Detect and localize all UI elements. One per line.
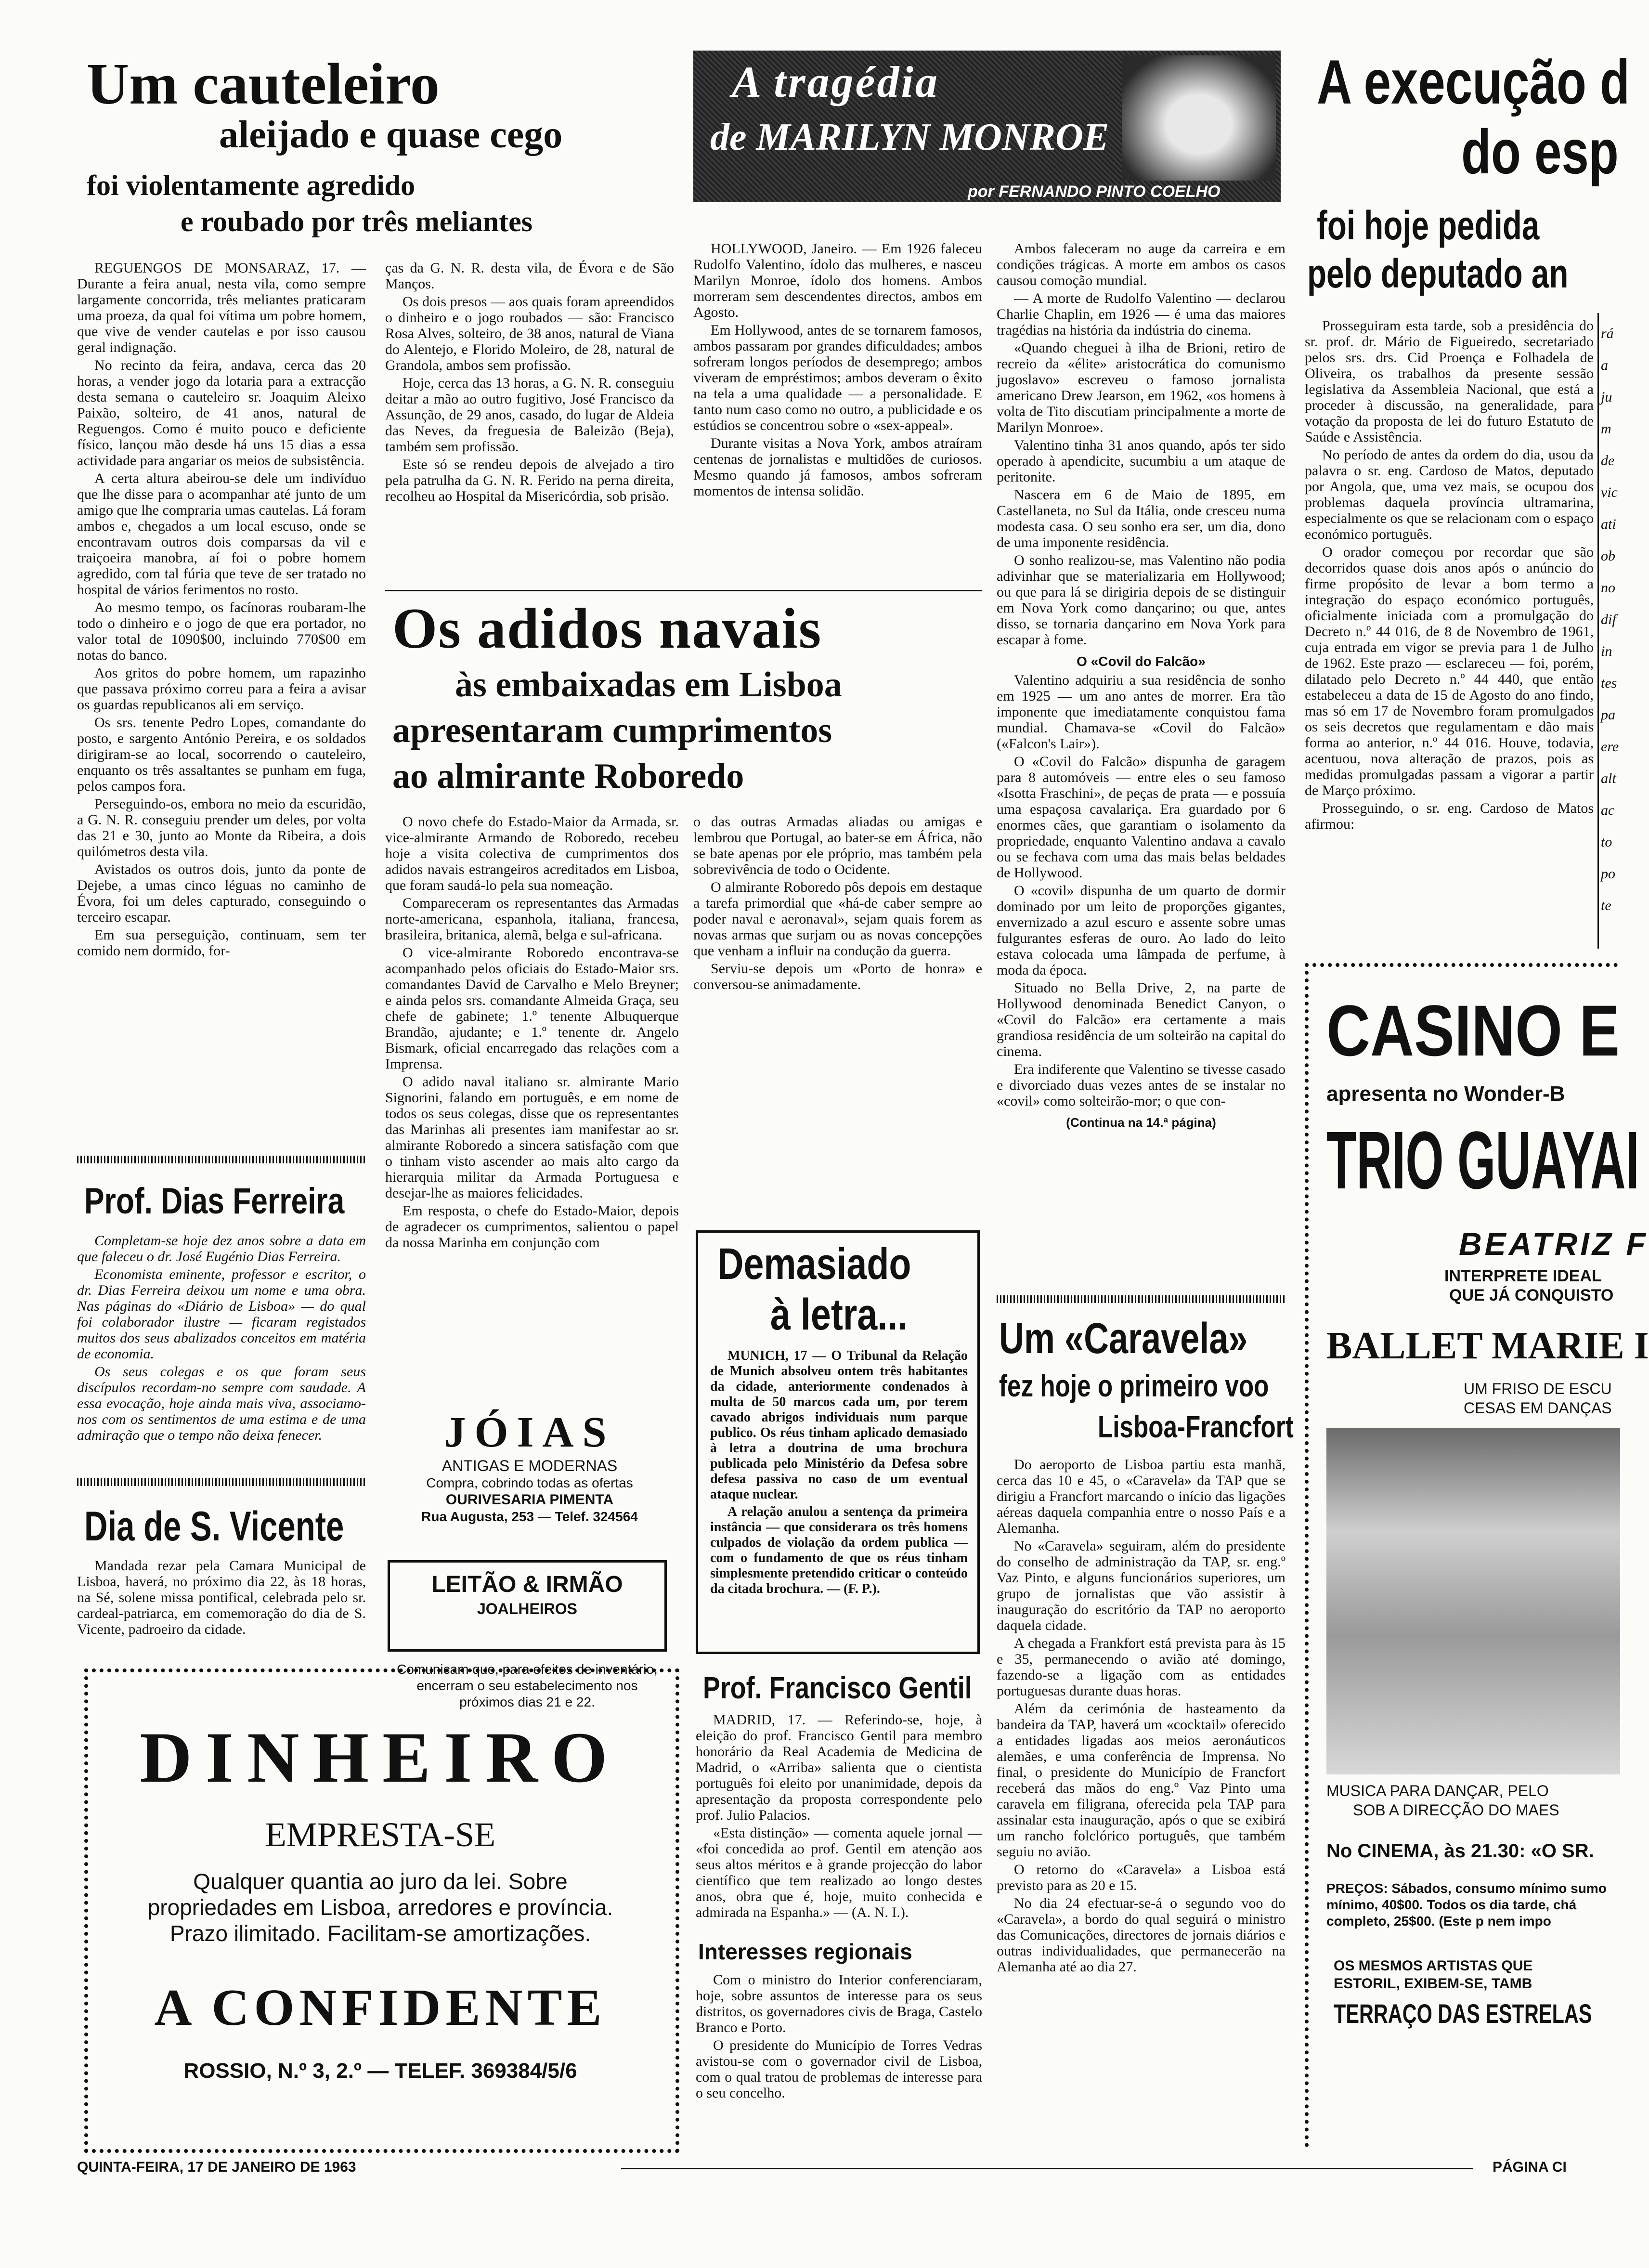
article-paragraph: Completam-se hoje dez anos sobre a data em que faleceu o dr. José Eugénio Dias Ferreira. — [77, 1233, 366, 1264]
dinheiro-title: DINHEIRO — [140, 1718, 621, 1798]
joias-line: ANTIGAS E MODERNAS — [441, 1457, 618, 1474]
article-paragraph: Os seus colegas e os que foram seus discípulos recordam-no sempre com saudade. A essa evocação, hoje ainda mais viva, associamo-nos com os sentimentos de uma estima e de uma admiração que o tempo não deixa fenecer. — [77, 1364, 366, 1443]
casino-cinema: No CINEMA, às 21.30: «O SR. — [1326, 1840, 1594, 1862]
article-paragraph: Em sua perseguição, continuam, sem ter comido nem dormido, for- — [77, 927, 366, 959]
edge-word: rá — [1601, 326, 1614, 341]
gentil-title: Prof. Francisco Gentil — [703, 1670, 972, 1705]
caravela-headline-3: Lisboa-Francfort — [1098, 1409, 1294, 1444]
article-paragraph: Perseguindo-os, embora no meio da escuridão, a G. N. R. conseguiu prender um deles, por volta das 21 e 30, junto ao Monte da Ribeira, a dois quilómetros desta vila. — [77, 796, 366, 860]
casino-line: CESAS EM DANÇAS — [1464, 1399, 1612, 1417]
article-paragraph: o das outras Armadas aliadas ou amigas e lembrou que Portugal, ao bater-se em África, não se bate apenas por ele próprio, mas também pela sobrevivência de todo o Ocidente. — [693, 814, 982, 877]
article-paragraph: Além da cerimónia de hasteamento da bandeira da TAP, haverá um «cocktail» oferecido a entidades ligadas aos meios aeronáuticos alemães, e uma conferência de Imprensa. No final, o presidente do Município de Francfort receberá das mãos do eng.º Vaz Pinto uma caravela em filigrana, oferecida pela TAP para assinalar esta inauguração, após o que se exibirá um rancho folclórico português, que também seguiu no avião. — [997, 1701, 1285, 1860]
article-paragraph: Avistados os outros dois, junto da ponte de Dejebe, a umas cinco léguas no caminho de Évora, foi um deles capturado, conseguindo o terceiro escapar. — [77, 861, 366, 925]
article-paragraph: Os srs. tenente Pedro Lopes, comandante do posto, e sargento António Pereira, e os soldados dirigiram-se ao local, socorrendo o cauteleiro, enquanto os três assaltantes se punham em fuga, pelos campos fora. — [77, 715, 366, 794]
article-paragraph: No período de antes da ordem do dia, usou da palavra o sr. eng. Cardoso de Matos, deputado por Angola, que, uma vez mais, se ocupou dos problemas daquela província ultramarina, especialmente os que se relacionam com o espaço económico português. — [1305, 447, 1594, 542]
casino-title: CASINO E — [1326, 990, 1620, 1071]
article-paragraph: Situado no Bella Drive, 2, na parte de Hollywood denominada Benedict Canyon, o «Covil do Falcão» era certamente a mais grandiosa residência de um solteirão na capital do cinema. — [997, 980, 1285, 1059]
footer-date: QUINTA-FEIRA, 17 DE JANEIRO DE 1963 — [77, 2159, 356, 2175]
casino-ballet: BALLET MARIE I — [1326, 1325, 1649, 1367]
edge-word: ju — [1601, 389, 1612, 405]
article-paragraph: O sonho realizou-se, mas Valentino não podia adivinhar que se materializaria em Hollywood; ou que para lá se dirigiria depois de se distinguir em Nova York como dançarino; ou que, antes disso, se tornaria dançarino em Nova York para escapar à fome. — [997, 552, 1285, 648]
marilyn-column-2 — [997, 241, 1285, 1134]
casino-line: UM FRISO DE ESCU — [1464, 1380, 1612, 1397]
article-paragraph: Serviu-se depois um «Porto de honra» e conversou-se animadamente. — [693, 961, 982, 992]
casino-line: SOB A DIRECÇÃO DO MAES — [1353, 1801, 1559, 1819]
demasiado-title-2: à letra... — [770, 1290, 908, 1339]
dinheiro-address: ROSSIO, N.º 3, 2.º — TELEF. 369384/5/6 — [183, 2059, 577, 2083]
article-paragraph: O vice-almirante Roboredo encontrava-se acompanhado pelos oficiais do Estado-Maior srs. comandantes David de Carvalho e Melo Breyner; e ainda pelos srs. comandante Almeida Graça, seu chefe de gabinete; 1.º tenente Albuquerque Brandão, ajudante; e 1.º tenente dr. Angelo Bismark, oficial encarregado das relações com a Imprensa. — [385, 945, 679, 1072]
article-paragraph: Em resposta, o chefe do Estado-Maior, depois de agradecer os cumprimentos, salientou o papel da nossa Marinha em conjunção com — [385, 1203, 679, 1251]
casino-line: ESTORIL, EXIBEM-SE, TAMB — [1334, 1976, 1532, 1992]
casino-artist: BEATRIZ F — [1459, 1226, 1649, 1262]
caravela-text — [997, 1457, 1285, 1977]
article-paragraph: Do aeroporto de Lisboa partiu esta manhã, cerca das 10 e 45, o «Caravela» da TAP que se dirigiu a Francfort marcando o início das ligações aéreas daquela companhia entre o nosso País e a Alemanha. — [997, 1457, 1285, 1536]
adidos-column-2 — [693, 814, 982, 994]
marilyn-portrait — [1122, 55, 1276, 181]
article-paragraph: Com o ministro do Interior conferenciaram, hoje, sobre assuntos de interesse para os seus distritos, os governadores civis de Braga, Castelo Branco e Porto. — [696, 1972, 982, 2035]
article-paragraph: No dia 24 efectuar-se-á o segundo voo do «Caravela», a bordo do qual seguirá o ministro das Comunicações, directores de jornais diários e outras individualidades, que permanecerão na Alemanha até ao dia 27. — [997, 1895, 1285, 1975]
article-paragraph: A relação anulou a sentença da primeira instância — que considerara os três homens culpados de violação da ordem publica — com o fundamento de que os réus tinham simplesmente pretendido criticar o conteúdo da citada brochura. — (F. P.). — [710, 1504, 968, 1596]
casino-precos: PREÇOS: Sábados, consumo mínimo sumo mínimo, 40$00. Todos os dia tarde, chá completo, 25$00. (Este p nem impo — [1326, 1881, 1607, 1929]
edge-word: tes — [1601, 675, 1617, 691]
cauteleiro-headline-4: e roubado por três meliantes — [181, 206, 533, 237]
edge-word: po — [1601, 866, 1615, 882]
gentil-text — [696, 1712, 982, 1922]
article-paragraph: ças da G. N. R. desta vila, de Évora e de São Manços. — [385, 260, 674, 292]
article-paragraph: A certa altura abeirou-se dele um indivíduo que lhe disse para o acompanhar até junto de um amigo que lhe compraria umas cautelas. Lá foram ambos e, chegados a um local escuso, onde se encontravam outros dois comparsas da vil e traiçoeira manobra, aí foi o pobre homem agredido, com tal fúria que teve de ser tratado no hospital de vários ferimentos no rosto. — [77, 470, 366, 598]
article-paragraph: O adido naval italiano sr. almirante Mario Signorini, falando em português, e em nome de todos os seus colegas, disse que os representantes das Marinhas ali presentes iam manifestar ao sr. almirante Roboredo a sincera satisfação com que o tinham visto ascender ao mais alto cargo da hierarquia militar da Armada Portuguesa e desejar-lhe as maiores felicidades. — [385, 1074, 679, 1201]
edge-word: m — [1601, 421, 1611, 437]
article-paragraph: O «Covil do Falcão» dispunha de garagem para 8 automóveis — entre eles o seu famoso «Isotta Fraschini», de peças de prata — e possuía uma espaçosa cavalariça. Era guardado por 6 enormes cães, que garantiam o isolamento da propriedade, enquanto Valentino andava a cavalo ou se fechava com uma das mais belas beldades de Hollywood. — [997, 754, 1285, 881]
edge-word: pa — [1601, 707, 1615, 723]
marilyn-column-1 — [693, 241, 982, 501]
edge-word: vic — [1601, 484, 1618, 500]
execucao-headline-1: A execução d — [1317, 47, 1630, 117]
continua-note: (Continua na 14.ª página) — [1066, 1115, 1216, 1130]
execucao-text — [1305, 318, 1594, 834]
article-paragraph: O presidente do Município de Torres Vedras avistou-se com o governador civil de Lisboa, com o qual tratou de problemas de interesse para o seu concelho. — [696, 2037, 982, 2101]
article-paragraph: O retorno do «Caravela» a Lisboa está previsto para as 20 e 15. — [997, 1862, 1285, 1893]
divider — [1597, 313, 1599, 949]
edge-word: no — [1601, 580, 1615, 596]
edge-word: ere — [1601, 739, 1619, 755]
article-paragraph: HOLLYWOOD, Janeiro. — Em 1926 faleceu Rudolfo Valentino, ídolo das mulheres, e nasceu Marilyn Monroe, ídolo dos homens. Ambos morreram sem descendentes directos, ambos em Agosto. — [693, 241, 982, 320]
article-paragraph: «Esta distinção» — comenta aquele jornal — «foi concedida ao prof. Gentil em atenção aos seus altos méritos e à grande projecção do labor científico que tem realizado ao longo destes anos, obra que é, hoje, muito conhecida e admirada na Espanha.» — (A. N. I.). — [696, 1825, 982, 1920]
casino-line: QUE JÁ CONQUISTO — [1449, 1286, 1614, 1304]
article-paragraph: Valentino tinha 31 anos quando, após ter sido operado à apendicite, sucumbiu a um ataque de peritonite. — [997, 437, 1285, 485]
casino-ad — [1305, 963, 1649, 2148]
casino-photo — [1326, 1428, 1620, 1774]
article-paragraph: No «Caravela» seguiram, além do presidente do conselho de administração da TAP, sr. eng.º Vaz Pinto, e alguns funcionários superiores, um grupo de jornalistas que vão assistir à inauguração do escritório da TAP no aeroporto daquela cidade. — [997, 1538, 1285, 1633]
edge-word: to — [1601, 834, 1612, 850]
edge-word: in — [1601, 643, 1612, 659]
demasiado-text — [710, 1348, 968, 1599]
joias-address: Rua Augusta, 253 — Telef. 324564 — [421, 1509, 638, 1524]
execucao-edge-column — [1601, 318, 1618, 922]
article-paragraph: Nascera em 6 de Maio de 1895, em Castellaneta, no Sul da Itália, onde cresceu numa modesta casa. O seu sonho era ser, um dia, dono de uma imponente residência. — [997, 487, 1285, 550]
interesses-text — [696, 1972, 982, 2103]
dias-ferreira-title: Prof. Dias Ferreira — [84, 1181, 345, 1222]
edge-word: ac — [1601, 802, 1615, 818]
leitao-title: LEITÃO & IRMÃO — [431, 1572, 623, 1597]
interesses-title: Interesses regionais — [698, 1939, 912, 1964]
article-paragraph: MUNICH, 17 — O Tribunal da Relação de Munich absolveu ontem três habitantes da cidade, anteriormente condenados à multa de 50 marcos cada um, por terem cavado abrigos individuais num parque publico. Os réus tinham aplicado demasiado à letra a doutrina de uma brochura publicada pelo Ministério da Defesa sobre defesa passiva no caso de um eventual ataque nuclear. — [710, 1348, 968, 1502]
execucao-headline-3: foi hoje pedida — [1317, 203, 1540, 248]
joias-title: JÓIAS — [444, 1408, 615, 1456]
article-paragraph: Durante visitas a Nova York, ambos atraíram centenas de jornalistas e multidões de curiosos. Mesmo quando já famosos, ambos sofreram momentos de intensa solidão. — [693, 435, 982, 499]
casino-line: MUSICA PARA DANÇAR, PELO — [1326, 1782, 1549, 1799]
article-paragraph: No recinto da feira, andava, cerca das 20 horas, a vender jogo da lotaria para a extracção desta semana o cauteleiro sr. Joaquim Aleixo Paixão, solteiro, de 41 anos, natural de Reguengos. Como é muito pouco e deficiente físico, lançou mão desde há uns 15 dias a essa actividade para angariar os meios de subsistência. — [77, 357, 366, 469]
article-paragraph: Prosseguindo, o sr. eng. Cardoso de Matos afirmou: — [1305, 800, 1594, 832]
divider — [77, 1156, 366, 1163]
joias-line: Compra, cobrindo todas as ofertas — [426, 1475, 633, 1490]
article-paragraph: Era indiferente que Valentino se tivesse casado e divorciado duas vezes antes de se instalar no «covil» como solteirão-mor; o que con- — [997, 1061, 1285, 1109]
caravela-headline-1: Um «Caravela» — [999, 1315, 1248, 1363]
cauteleiro-headline-2: aleijado e quase cego — [219, 114, 563, 156]
article-paragraph: REGUENGOS DE MONSARAZ, 17. — Durante a feira anual, nesta vila, como sempre largamente concorrida, três meliantes praticaram uma proeza, da qual foi vítima um pobre homem, que vive de vender cautelas e por isso causou geral indignação. — [77, 260, 366, 355]
article-paragraph: O «covil» dispunha de um quarto de dormir dominado por um leito de proporções gigantes, envernizado a azul escuro e assente sobre umas fulgurantes esferas de ouro. Ao lado do leito estava colocada uma lâmpada de perfume, à moda da época. — [997, 883, 1285, 978]
adidos-headline-2: às embaixadas em Lisboa — [455, 665, 842, 704]
adidos-headline-3: apresentaram cumprimentos — [392, 711, 832, 750]
adidos-headline-1: Os adidos navais — [392, 596, 822, 660]
demasiado-title-1: Demasiado — [717, 1239, 911, 1289]
article-paragraph: MADRID, 17. — Referindo-se, hoje, à eleição do prof. Francisco Gentil para membro honorário da Real Academia de Medicina de Madrid, o «Arriba» salienta que o cientista português foi eleito por unanimidade, depois da apresentação da proposta correspondente pelo prof. Julio Palacios. — [696, 1712, 982, 1823]
article-paragraph: Economista eminente, professor e escritor, o dr. Dias Ferreira deixou um nome e uma obra. Nas páginas do «Diário de Lisboa» — do qual foi colaborador ilustre — ficaram registados muitos dos seus abalizados conceitos em matéria de economia. — [77, 1266, 366, 1362]
joias-shop: OURIVESARIA PIMENTA — [445, 1492, 614, 1508]
leitao-ad — [388, 1560, 667, 1652]
cauteleiro-column-2 — [385, 260, 674, 506]
article-paragraph: Os dois presos — aos quais foram apreendidos o dinheiro e o jogo roubados — são: Francisco Rosa Alves, solteiro, de 38 anos, natural de Viana do Alentejo, e Florido Moleiro, de 28, natural de Grandola, ambos sem profissão. — [385, 294, 674, 373]
cauteleiro-headline-3: foi violentamente agredido — [87, 169, 415, 201]
execucao-headline-2: do esp — [1461, 117, 1619, 187]
adidos-headline-4: ao almirante Roboredo — [392, 756, 744, 796]
execucao-headline-4: pelo deputado an — [1307, 251, 1569, 296]
edge-word: ati — [1601, 516, 1616, 532]
dias-ferreira-text — [77, 1233, 366, 1445]
covil-subheading: O «Covil do Falcão» — [1077, 654, 1206, 669]
edge-word: a — [1601, 357, 1608, 373]
dinheiro-text: Qualquer quantia ao juro da lei. Sobre propriedades em Lisboa, arredores e província. Prazo ilimitado. Facilitam-se amortizações. — [147, 1869, 613, 1946]
dinheiro-subtitle: EMPRESTA-SE — [265, 1815, 496, 1854]
article-paragraph: Mandada rezar pela Camara Municipal de Lisboa, haverá, no próximo dia 22, às 18 horas, na Sé, solene missa pontifical, celebrada pelo sr. cardeal-patriarca, em comemoração do dia de S. Vicente, padroeiro da cidade. — [77, 1558, 366, 1637]
marilyn-byline: por FERNANDO PINTO COELHO — [968, 182, 1221, 201]
article-paragraph: Prosseguiram esta tarde, sob a presidência do sr. prof. dr. Mário de Figueiredo, secretariado pelos srs. drs. Cid Proença e Folhadela de Oliveira, os trabalhos da presente sessão legislativa da Assembleia Nacional, que está a proceder à discussão, na generalidade, para votação da proposta de lei do futuro Estatuto de Saúde e Assistência. — [1305, 318, 1594, 445]
divider — [77, 1478, 366, 1486]
cauteleiro-headline-1: Um cauteleiro — [87, 52, 440, 117]
casino-line: OS MESMOS ARTISTAS QUE — [1334, 1958, 1533, 1974]
edge-word: alt — [1601, 770, 1616, 786]
casino-line: INTERPRETE IDEAL — [1444, 1267, 1602, 1285]
divider — [385, 590, 982, 591]
marilyn-banner-title-2: de MARILYN MONROE — [710, 116, 1109, 158]
edge-word: te — [1601, 898, 1611, 913]
article-paragraph: Hoje, cerca das 13 horas, a G. N. R. conseguiu deitar a mão ao outro fugitivo, José Francisco da Assunção, de 29 anos, casado, do lugar de Aldeia das Neves, da freguesia de Baleizão (Beja), também sem profissão. — [385, 375, 674, 455]
divider — [997, 1295, 1285, 1303]
article-paragraph: «Quando cheguei à ilha de Brioni, retiro de recreio da «élite» aristocrática do comunismo jugoslavo» escreveu o famoso jornalista americano Drew Jearson, em 1962, «os homens à volta de Tito discutiam principalmente a morte de Marilyn Monroe». — [997, 340, 1285, 435]
article-paragraph: O almirante Roboredo pôs depois em destaque a tarefa primordial que «há-de caber sempre ao poder naval e aeronaval», sejam quais forem as novas armas que surjam ou as novas concepções que venham a influir na condução da guerra. — [693, 879, 982, 959]
footer-rule — [621, 2168, 1473, 2169]
marilyn-banner-title-1: A tragédia — [732, 57, 940, 106]
casino-act: TRIO GUAYAI — [1326, 1115, 1639, 1206]
article-paragraph: — A morte de Rudolfo Valentino — declarou Charlie Chaplin, em 1926 — é uma das maiores tragédias na história da indústria do cinema. — [997, 290, 1285, 338]
article-paragraph: O novo chefe do Estado-Maior da Armada, sr. vice-almirante Armando de Roboredo, recebeu hoje a visita colectiva de cumprimentos dos adidos navais estrangeiros acreditados em Lisboa, que foram saudá-lo pela sua nomeação. — [385, 814, 679, 893]
article-paragraph: O orador começou por recordar que são decorridos quase dois anos após o anúncio do firme propósito de levar a bom termo a integração do espaço económico português, oficialmente iniciada com a promulgação do Decreto n.º 44 016, de 8 de Novembro de 1961, cuja entrada em vigor se previa para 1 de Julho de 1962. Este prazo — esclareceu — foi, porém, dilatado pelo Decreto n.º 44 440, que então estabeleceu a data de 15 de Agosto do ano findo, mas só em 17 de Novembro foram promulgados os seis decretos que regulamentam e dão mais forma ao anterior, n.º 44 016. Houve, todavia, acentuou, nova alteração de prazos, pois as medidas promulgadas passam a vigorar a partir de Março próximo. — [1305, 544, 1594, 798]
leitao-sub: JOALHEIROS — [477, 1600, 578, 1617]
footer-page: PÁGINA CI — [1493, 2159, 1567, 2175]
edge-word: ob — [1601, 548, 1615, 564]
article-paragraph: A chegada a Frankfort está prevista para às 15 e 35, permanecendo o avião até domingo, fazendo-se a ligação com as entidades portuguesas durante duas horas. — [997, 1635, 1285, 1699]
article-paragraph: Aos gritos do pobre homem, um rapazinho que passava próximo correu para a feira a avisar os guardas republicanos ali em serviço. — [77, 665, 366, 713]
dinheiro-brand: A CONFIDENTE — [154, 1979, 607, 2036]
article-paragraph: Ambos faleceram no auge da carreira e em condições trágicas. A morte em ambos os casos causou comoção mundial. — [997, 241, 1285, 288]
adidos-column-1 — [385, 814, 679, 1252]
cauteleiro-column-1 — [77, 260, 366, 961]
article-paragraph: Compareceram os representantes das Armadas norte-americana, espanhola, italiana, francesa, brasileira, britanica, alemã, belga e sul-africana. — [385, 895, 679, 943]
leitao-text: Comunicam que, para efeitos de inventário, encerram o seu estabelecimento nos próximos dias 21 e 22. — [397, 1662, 658, 1709]
sao-vicente-title: Dia de S. Vicente — [84, 1503, 344, 1550]
joias-ad — [385, 1408, 674, 1538]
article-paragraph: Valentino adquiriu a sua residência de sonho em 1925 — um ano antes de morrer. Era tão imponente que imediatamente conquistou fama mundial. Chamava-se «Covil do Falcão» («Falcon's Lair»). — [997, 672, 1285, 752]
edge-word: de — [1601, 453, 1615, 469]
casino-line: apresenta no Wonder-B — [1326, 1082, 1565, 1106]
caravela-headline-2: fez hoje o primeiro voo — [999, 1369, 1269, 1403]
edge-word: dif — [1601, 612, 1616, 627]
article-paragraph: Este só se rendeu depois de alvejado a tiro pela patrulha da G. N. R. Ferido na perna direita, recolheu ao Hospital da Misericórdia, sob prisão. — [385, 456, 674, 504]
casino-terraco: TERRAÇO DAS ESTRELAS — [1334, 1998, 1592, 2029]
article-paragraph: Ao mesmo tempo, os facínoras roubaram-lhe todo o dinheiro e o jogo de que era portador, no valor total de 1090$00, incluindo 770$00 em notas do banco. — [77, 600, 366, 663]
sao-vicente-text — [77, 1558, 366, 1639]
article-paragraph: Em Hollywood, antes de se tornarem famosos, ambos passaram por grandes dificuldades; ambos sofreram longos períodos de desemprego; ambos viveram de empréstimos; ambos deveram o êxito na tela a uma qualidade — a personalidade. E tanto num caso como no outro, a publicidade e os estúdios se concentrou sobre o «sex-appeal». — [693, 322, 982, 433]
